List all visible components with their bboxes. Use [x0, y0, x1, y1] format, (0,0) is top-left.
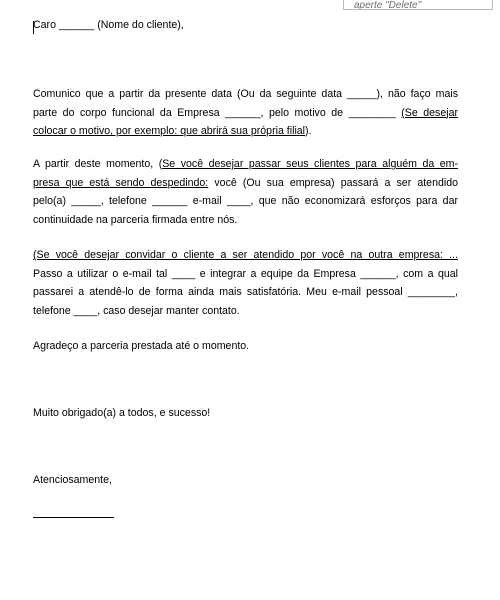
- paragraph-line: passarei a atendê-lo de forma ainda mais satisfatória. Meu e-mail pessoal ________,: [33, 286, 458, 298]
- text-run: ).: [305, 125, 312, 137]
- paragraph-line: [33, 104, 458, 123]
- text-run: A partir deste momento, (: [33, 158, 163, 170]
- letter-greeting[interactable]: [33, 16, 458, 35]
- closing-line: Atenciosamente,: [33, 474, 112, 486]
- paragraph-resignation[interactable]: [33, 85, 458, 141]
- text-run: parte do corpo funcional da Empresa ______, pelo motivo de ________: [33, 106, 402, 119]
- paragraph-line: Passo a utilizar o e-mail tal ____ e integrar a equipe da Empresa ______, com a qual: [33, 267, 458, 280]
- paragraph-line: pelo(a) _____, telefone ______ e-mail ____, que não economizará esforços para dar: [33, 195, 458, 207]
- greeting-line: Caro ______ (Nome do cliente),: [33, 19, 184, 31]
- paragraph-line: Comunico que a partir da presente data (Ou da seguinte data _____), não faço mais: [33, 88, 458, 100]
- paragraph-line: [33, 174, 458, 193]
- paragraph-line: [33, 122, 458, 141]
- paragraph-line: [33, 155, 458, 174]
- underlined-instruction: (Se você desejar convidar o cliente a ser atendido por você na outra empresa: ...: [33, 249, 458, 261]
- underlined-instruction: (Se desejar: [401, 106, 458, 119]
- delete-hint-text: aperte "Delete": [354, 0, 422, 10]
- paragraph-line: continuidade na parceria firmada entre nós.: [33, 213, 238, 226]
- paragraph-farewell[interactable]: [33, 404, 458, 423]
- letter-closing[interactable]: [33, 471, 458, 490]
- underlined-instruction: Se você desejar passar seus clientes para alguém da em-: [162, 158, 459, 170]
- text-run: você (Ou sua empresa) passará a ser atendido: [208, 176, 458, 189]
- delete-hint-tooltip: [343, 0, 493, 10]
- paragraph-line: telefone ____, caso desejar manter contato.: [33, 304, 240, 317]
- signature-line: [33, 517, 114, 518]
- underlined-instruction: colocar o motivo, por exemplo: que abrirá sua própria filial: [33, 125, 306, 137]
- paragraph-invite[interactable]: [33, 246, 458, 320]
- paragraph-transfer[interactable]: [33, 155, 458, 229]
- paragraph-line: Agradeço a parceria prestada até o momento.: [33, 340, 250, 352]
- underlined-instruction: presa que está sendo despedindo:: [33, 176, 209, 189]
- paragraph-line: Muito obrigado(a) a todos, e sucesso!: [33, 407, 211, 419]
- paragraph-thanks[interactable]: [33, 337, 458, 356]
